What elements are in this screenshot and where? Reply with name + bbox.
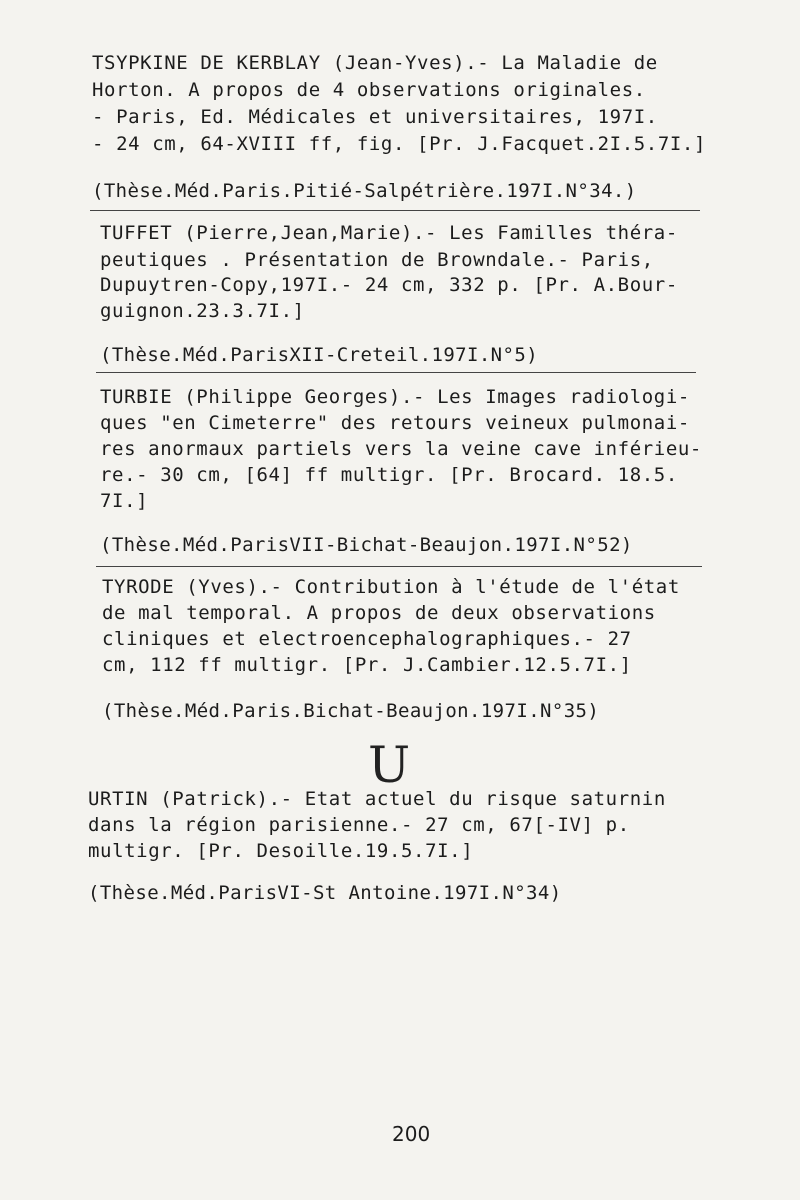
- entry-line: URTIN (Patrick).- Etat actuel du risque saturnin: [88, 788, 666, 810]
- entry-line: cm, 112 ff multigr. [Pr. J.Cambier.12.5.7I.]: [102, 654, 632, 676]
- entry-line: peutiques . Présentation de Browndale.- Paris,: [100, 249, 654, 271]
- entry-line: Horton. A propos de 4 observations originales.: [92, 79, 646, 101]
- page-number: 200: [392, 1122, 431, 1146]
- entry-line: - 24 cm, 64-XVIII ff, fig. [Pr. J.Facquet.2I.5.7I.]: [92, 133, 706, 155]
- entry-line: re.- 30 cm, [64] ff multigr. [Pr. Brocard. 18.5.: [100, 464, 678, 486]
- separator-rule: [96, 372, 696, 373]
- entry-line: multigr. [Pr. Desoille.19.5.7I.]: [88, 840, 474, 862]
- thesis-reference: (Thèse.Méd.ParisVI-St Antoine.197I.N°34): [88, 882, 562, 904]
- entry-line: - Paris, Ed. Médicales et universitaires, 197I.: [92, 106, 658, 128]
- entry-line: ques "en Cimeterre" des retours veineux pulmonai-: [100, 412, 690, 434]
- entry-line: Dupuytren-Copy,197I.- 24 cm, 332 p. [Pr. A.Bour-: [100, 274, 678, 296]
- entry-line: TUFFET (Pierre,Jean,Marie).- Les Familles théra-: [100, 222, 678, 244]
- thesis-reference: (Thèse.Méd.ParisXII-Creteil.197I.N°5): [100, 344, 539, 366]
- thesis-reference: (Thèse.Méd.Paris.Bichat-Beaujon.197I.N°35): [102, 700, 600, 722]
- entry-line: TYRODE (Yves).- Contribution à l'étude de l'état: [102, 576, 680, 598]
- thesis-reference: (Thèse.Méd.ParisVII-Bichat-Beaujon.197I.N°52): [100, 534, 633, 556]
- entry-line: guignon.23.3.7I.]: [100, 300, 305, 322]
- entry-line: 7I.]: [100, 490, 149, 512]
- thesis-reference: (Thèse.Méd.Paris.Pitié-Salpétrière.197I.N°34.): [92, 180, 637, 202]
- entry-line: TSYPKINE DE KERBLAY (Jean-Yves).- La Maladie de: [92, 52, 658, 74]
- section-letter-heading: U: [368, 736, 411, 794]
- separator-rule: [90, 210, 700, 211]
- entry-line: res anormaux partiels vers la veine cave inférieu-: [100, 438, 702, 460]
- separator-rule: [96, 566, 702, 567]
- entry-line: de mal temporal. A propos de deux observations: [102, 602, 656, 624]
- entry-line: dans la région parisienne.- 27 cm, 67[-IV] p.: [88, 814, 630, 836]
- entry-line: cliniques et electroencephalographiques.- 27: [102, 628, 632, 650]
- entry-line: TURBIE (Philippe Georges).- Les Images radiologi-: [100, 386, 690, 408]
